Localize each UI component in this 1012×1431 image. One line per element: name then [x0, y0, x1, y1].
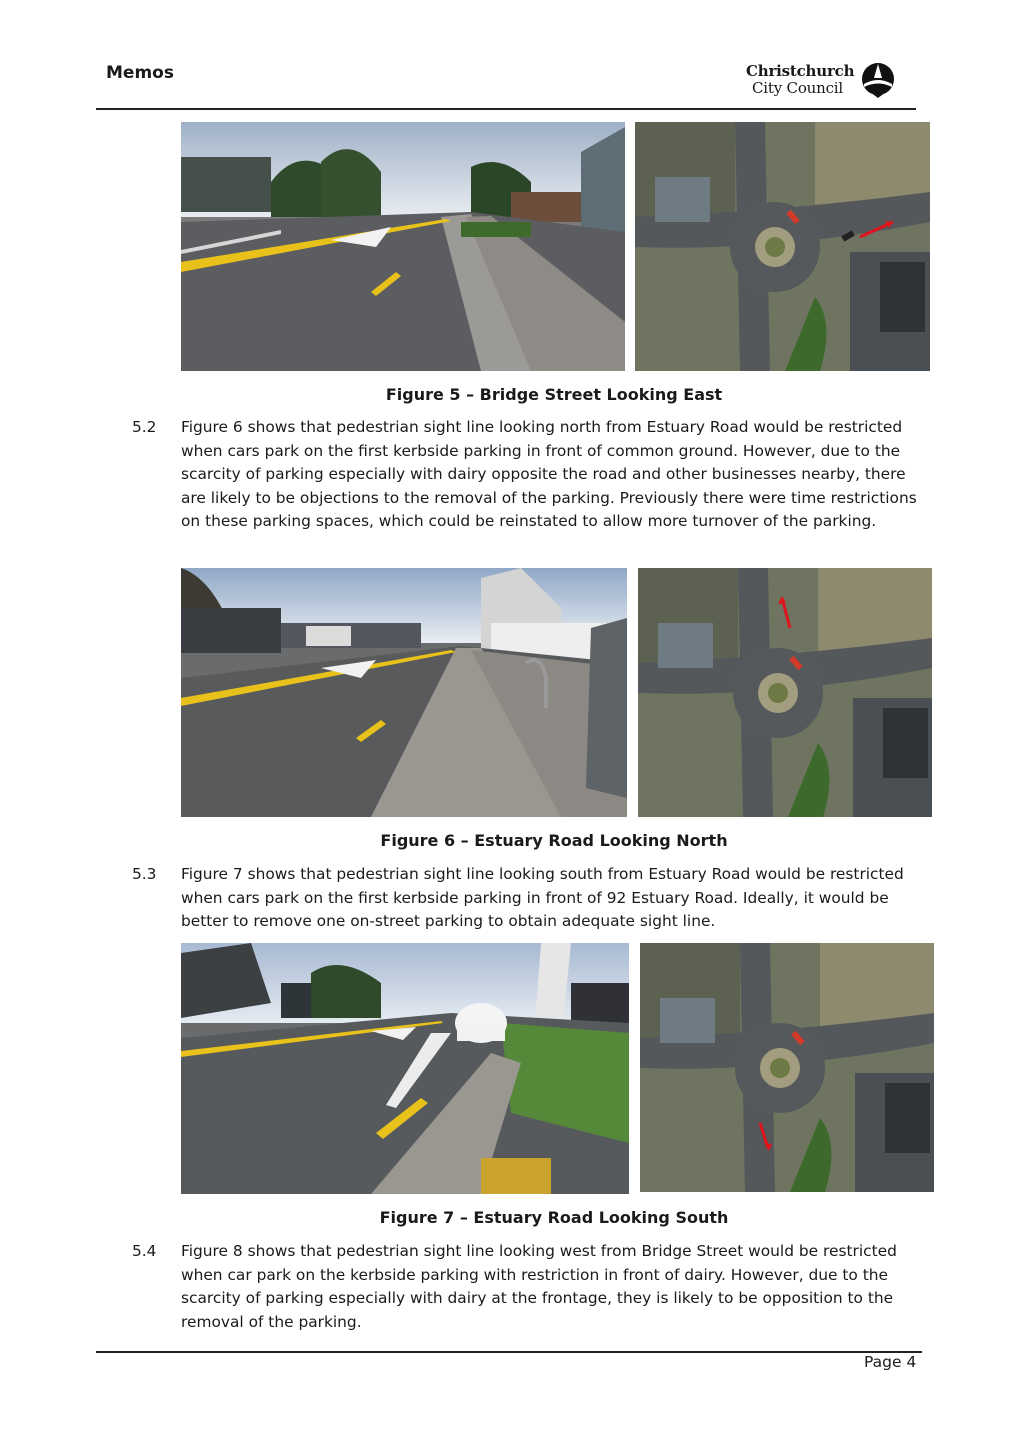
paragraph-text: Figure 7 shows that pedestrian sight line looking south from Estuary Road would be restricted when cars park on the first kerbside parking in front of 92 Estuary Road. Ideally, it would be better to remove one on-street parking to obtain adequate sight line.: [181, 865, 904, 931]
cathedral-spire-icon: [860, 62, 896, 100]
logo-line-1: Christchurch: [746, 62, 855, 80]
paragraph-5-4: [132, 1240, 922, 1336]
figure-6-street-photo: [181, 568, 627, 817]
header-title: Memos: [106, 63, 174, 83]
paragraph-number: 5.3: [132, 865, 157, 883]
figure-5-aerial-map: [635, 122, 930, 371]
figure-6-aerial-map: [638, 568, 932, 817]
paragraph-5-3: [132, 863, 922, 935]
footer-rule: [96, 1351, 922, 1353]
paragraph-text: Figure 6 shows that pedestrian sight line looking north from Estuary Road would be restricted when cars park on the first kerbside parking in front of common ground. However, due to the scarcity of parking especially with dairy opposite the road and other businesses nearby, there are likely to be objections to the removal of the parking. Previously there were time restrictions on these parking spaces, which could be reinstated to allow more turnover of the parking.: [181, 418, 917, 531]
paragraph-text: Figure 8 shows that pedestrian sight line looking west from Bridge Street would be restricted when car park on the kerbside parking with restriction in front of dairy. However, due to the scarcity of parking especially with dairy at the frontage, they is likely to be opposition to the removal of the parking.: [181, 1242, 897, 1331]
figure-5-caption: Figure 5 – Bridge Street Looking East: [385, 385, 723, 404]
paragraph-5-2: [132, 416, 922, 558]
council-logo: [746, 62, 906, 102]
figure-5-street-photo: [181, 122, 625, 371]
logo-line-2: City Council: [752, 79, 843, 97]
paragraph-number: 5.2: [132, 418, 157, 436]
page-number: Page 4: [864, 1353, 917, 1371]
figure-6-caption: Figure 6 – Estuary Road Looking North: [380, 831, 728, 850]
figure-7-caption: Figure 7 – Estuary Road Looking South: [379, 1208, 729, 1227]
figure-7-street-photo: [181, 943, 629, 1194]
figure-7-aerial-map: [640, 943, 934, 1192]
header-rule: [96, 108, 916, 110]
paragraph-number: 5.4: [132, 1242, 157, 1260]
